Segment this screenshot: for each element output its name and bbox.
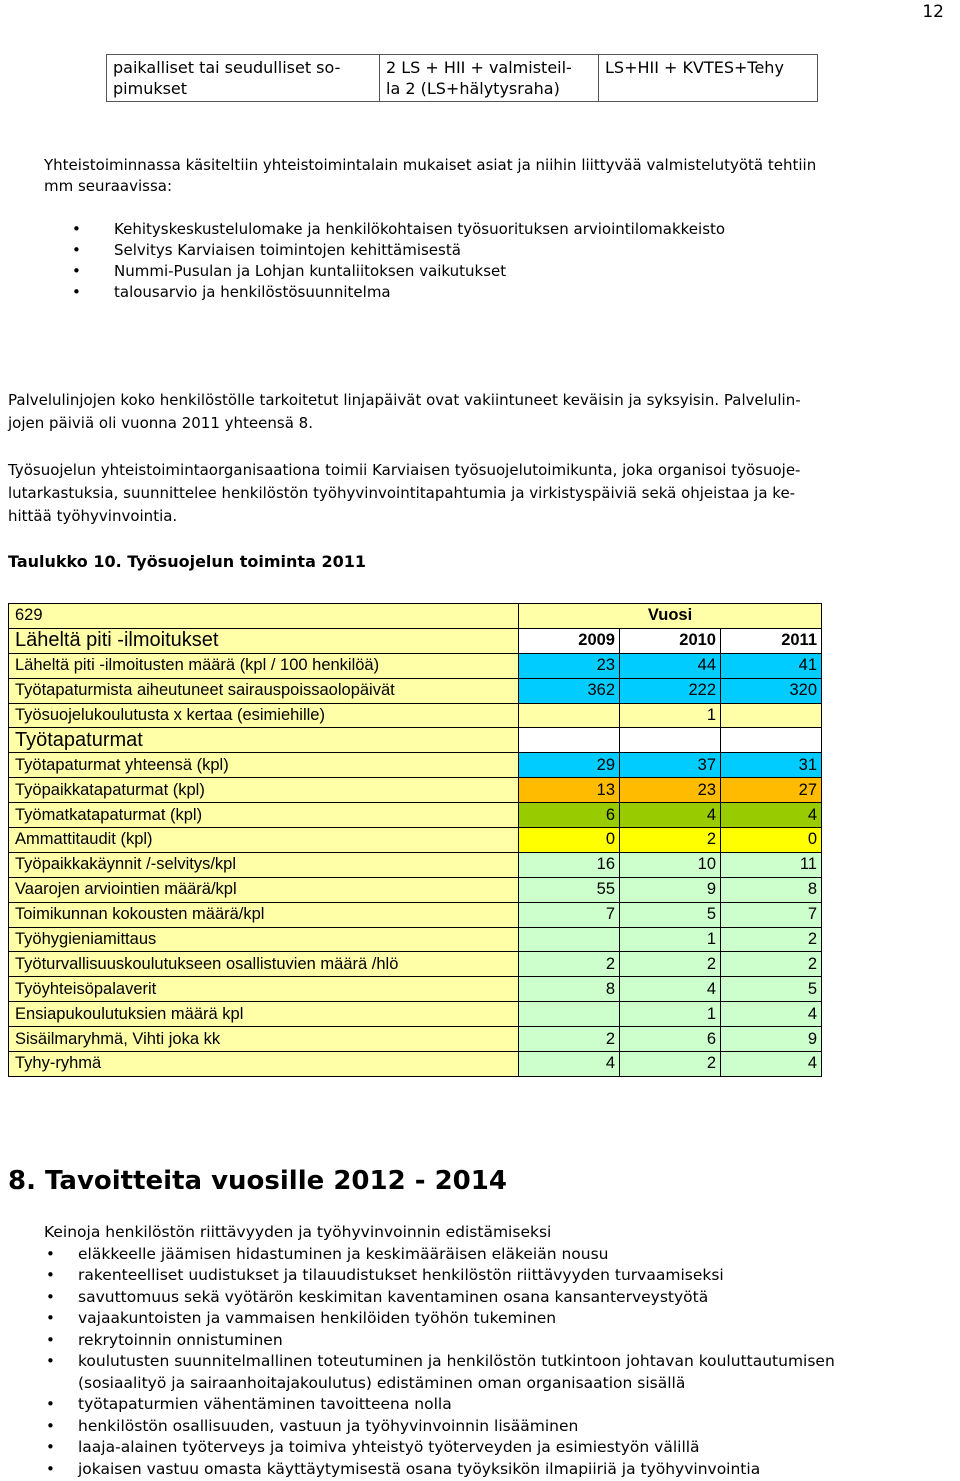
- value-cell: [620, 728, 721, 753]
- value-cell: 2: [620, 952, 721, 977]
- row-label: Vaarojen arviointien määrä/kpl: [9, 877, 519, 902]
- value-cell: 4: [620, 977, 721, 1002]
- row-label: Työhygieniamittaus: [9, 927, 519, 952]
- value-cell: 37: [620, 753, 721, 778]
- table-row: [9, 803, 822, 828]
- table-row: [9, 1027, 822, 1052]
- value-cell: 2: [519, 1027, 620, 1052]
- list-item: • työtapaturmien vähentäminen tavoitteena nolla: [44, 1394, 954, 1416]
- value-cell: 9: [620, 877, 721, 902]
- agreement-cell-unions: LS+HII + KVTES+Tehy: [599, 55, 818, 102]
- table-row: [9, 1052, 822, 1077]
- value-cell: 222: [620, 678, 721, 703]
- value-cell: 2: [620, 1052, 721, 1077]
- value-cell: 23: [519, 653, 620, 678]
- goals-lead: Keinoja henkilöstön riittävyyden ja työhyvinvoinnin edistämiseksi: [44, 1223, 552, 1241]
- table-row: [9, 753, 822, 778]
- value-cell: 4: [620, 803, 721, 828]
- row-label: Työsuojelukoulutusta x kertaa (esimiehille): [9, 703, 519, 728]
- value-cell: 11: [721, 852, 822, 877]
- table-caption: Taulukko 10. Työsuojelun toiminta 2011: [8, 552, 366, 571]
- value-cell: 1: [620, 927, 721, 952]
- list-item: • vajaakuntoisten ja vammaisen henkilöiden työhön tukeminen: [44, 1308, 954, 1330]
- value-cell: 2011: [721, 628, 822, 653]
- value-cell: 13: [519, 778, 620, 803]
- list-item: • Nummi-Pusulan ja Lohjan kuntaliitoksen vaikutukset: [44, 261, 954, 282]
- row-label: Tyhy-ryhmä: [9, 1052, 519, 1077]
- value-cell: 23: [620, 778, 721, 803]
- value-cell: 29: [519, 753, 620, 778]
- row-label: Ensiapukoulutuksien määrä kpl: [9, 1002, 519, 1027]
- row-label: Läheltä piti -ilmoitukset: [9, 628, 519, 653]
- value-cell: 7: [721, 902, 822, 927]
- year-header: Vuosi: [519, 604, 822, 629]
- service-line-days-paragraph: Palvelulinjojen koko henkilöstölle tarkoitetut linjapäivät ovat vakiintuneet keväisin ja syksyisin. Palvelulin- jojen päiviä oli vuonna 2011 yhteensä 8.: [8, 391, 801, 432]
- list-item: • Selvitys Karviaisen toimintojen kehittämisestä: [44, 240, 954, 261]
- value-cell: 7: [519, 902, 620, 927]
- value-cell: 1: [620, 703, 721, 728]
- value-cell: 27: [721, 778, 822, 803]
- intro-paragraph: Yhteistoiminnassa käsiteltiin yhteistoimintalain mukaiset asiat ja niihin liittyvää valmistelutyötä tehtiin mm seuraavissa:: [44, 156, 817, 195]
- value-cell: 2: [721, 927, 822, 952]
- list-item: • eläkkeelle jäämisen hidastuminen ja keskimääräisen eläkeiän nousu: [44, 1244, 954, 1266]
- value-cell: 4: [721, 803, 822, 828]
- agreement-cell-type: paikalliset tai seudulliset so- pimukset: [107, 55, 380, 102]
- table-row: [9, 703, 822, 728]
- value-cell: 4: [721, 1052, 822, 1077]
- table-row: [9, 678, 822, 703]
- value-cell: 0: [519, 828, 620, 853]
- value-cell: 31: [721, 753, 822, 778]
- row-label: Ammattitaudit (kpl): [9, 828, 519, 853]
- value-cell: [519, 927, 620, 952]
- goals-list: [44, 1244, 954, 1481]
- value-cell: 2: [620, 828, 721, 853]
- value-cell: 1: [620, 1002, 721, 1027]
- value-cell: [721, 728, 822, 753]
- value-cell: 4: [519, 1052, 620, 1077]
- table-row: [9, 1002, 822, 1027]
- value-cell: 6: [620, 1027, 721, 1052]
- table-corner-cell: 629: [9, 604, 519, 629]
- row-label: Työturvallisuuskoulutukseen osallistuvien määrä /hlö: [9, 952, 519, 977]
- value-cell: 362: [519, 678, 620, 703]
- value-cell: 0: [721, 828, 822, 853]
- value-cell: 8: [721, 877, 822, 902]
- value-cell: 5: [721, 977, 822, 1002]
- value-cell: 8: [519, 977, 620, 1002]
- table-row: [9, 902, 822, 927]
- table-row: [9, 828, 822, 853]
- value-cell: 9: [721, 1027, 822, 1052]
- value-cell: 55: [519, 877, 620, 902]
- table-row: [9, 628, 822, 653]
- list-item: • rakenteelliset uudistukset ja tilauudistukset henkilöstön riittävyyden turvaamiseksi: [44, 1265, 954, 1287]
- list-item: • Kehityskeskustelulomake ja henkilökohtaisen työsuorituksen arviointilomakkeisto: [44, 219, 954, 240]
- value-cell: [519, 728, 620, 753]
- value-cell: 2: [721, 952, 822, 977]
- row-label: Sisäilmaryhmä, Vihti joka kk: [9, 1027, 519, 1052]
- table-row: [9, 852, 822, 877]
- list-item: • laaja-alainen työterveys ja toimiva yhteistyö työterveyden ja esimiestyön välillä: [44, 1437, 954, 1459]
- table-row: [9, 728, 822, 753]
- list-item: • henkilöstön osallisuuden, vastuun ja työhyvinvoinnin lisääminen: [44, 1416, 954, 1438]
- value-cell: 5: [620, 902, 721, 927]
- list-item: • jokaisen vastuu omasta käyttäytymisestä osana työyksikön ilmapiiriä ja työhyvinvointia: [44, 1459, 954, 1481]
- agreement-cell-members: 2 LS + HII + valmisteil- la 2 (LS+hälytysraha): [380, 55, 599, 102]
- list-item: • savuttomuus sekä vyötärön keskimitan kaventaminen osana kansanterveystyötä: [44, 1287, 954, 1309]
- list-item: • rekrytoinnin onnistuminen: [44, 1330, 954, 1352]
- cooperation-topics-list: [44, 219, 954, 303]
- list-item: • koulutusten suunnitelmallinen toteutuminen ja henkilöstön tutkintoon johtavan kouluttautumisen (sosiaalityö ja sairaanhoitajakoulutus) edistäminen oman organisaation sisällä: [44, 1351, 954, 1394]
- value-cell: 2010: [620, 628, 721, 653]
- value-cell: 10: [620, 852, 721, 877]
- value-cell: [721, 703, 822, 728]
- table-row: [9, 877, 822, 902]
- table-row: [9, 927, 822, 952]
- table-row: [9, 977, 822, 1002]
- row-label: Työtapaturmat yhteensä (kpl): [9, 753, 519, 778]
- row-label: Toimikunnan kokousten määrä/kpl: [9, 902, 519, 927]
- row-label: Työmatkatapaturmat (kpl): [9, 803, 519, 828]
- value-cell: 16: [519, 852, 620, 877]
- row-label: Työpaikkakäynnit /-selvitys/kpl: [9, 852, 519, 877]
- table-row: [9, 952, 822, 977]
- value-cell: [519, 703, 620, 728]
- personnel-agreement-table: [106, 54, 818, 102]
- value-cell: 2: [519, 952, 620, 977]
- occupational-safety-table: [8, 603, 822, 1077]
- row-label: Työpaikkatapaturmat (kpl): [9, 778, 519, 803]
- value-cell: 41: [721, 653, 822, 678]
- value-cell: 2009: [519, 628, 620, 653]
- value-cell: 320: [721, 678, 822, 703]
- occupational-safety-paragraph: Työsuojelun yhteistoimintaorganisaationa toimii Karviaisen työsuojelutoimikunta, joka organisoi työsuoje- lutarkastuksia, suunnittelee henkilöstön työhyvinvointitapahtumia ja virkistyspäiviä sekä ohjeistaa ja ke- hittää työhyvinvointia.: [8, 461, 801, 525]
- value-cell: 44: [620, 653, 721, 678]
- row-label: Työyhteisöpalaverit: [9, 977, 519, 1002]
- table-row: [9, 778, 822, 803]
- value-cell: [519, 1002, 620, 1027]
- section-title: 8. Tavoitteita vuosille 2012 - 2014: [8, 1166, 507, 1196]
- value-cell: 6: [519, 803, 620, 828]
- value-cell: 4: [721, 1002, 822, 1027]
- table-row: [9, 653, 822, 678]
- row-label: Työtapaturmat: [9, 728, 519, 753]
- list-item: • talousarvio ja henkilöstösuunnitelma: [44, 282, 954, 303]
- row-label: Läheltä piti -ilmoitusten määrä (kpl / 100 henkilöä): [9, 653, 519, 678]
- page-number: 12: [922, 2, 944, 22]
- goals-section: [44, 1222, 954, 1480]
- row-label: Työtapaturmista aiheutuneet sairauspoissaolopäivät: [9, 678, 519, 703]
